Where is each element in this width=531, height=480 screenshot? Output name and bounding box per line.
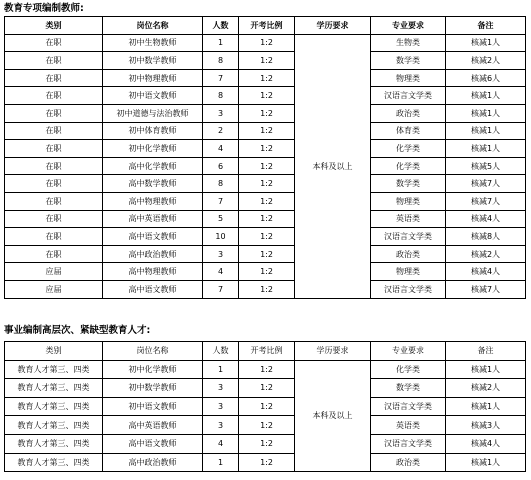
table-row (5, 157, 526, 175)
cell-major: 数学类 (371, 52, 446, 70)
header-ratio: 开考比例 (239, 17, 295, 35)
cell-category: 在职 (5, 104, 103, 122)
cell-major: 政治类 (371, 245, 446, 263)
cell-ratio: 1:2 (239, 140, 295, 158)
cell-position: 初中生物教师 (103, 34, 203, 52)
cell-major: 政治类 (371, 104, 446, 122)
header-major: 专业要求 (371, 342, 446, 361)
cell-ratio: 1:2 (239, 122, 295, 140)
cell-category: 应届 (5, 263, 103, 281)
section1-title: 教育专项编制教师: (4, 3, 84, 14)
cell-ratio: 1:2 (239, 69, 295, 87)
cell-remark: 核减4人 (446, 434, 526, 453)
table-row (5, 360, 526, 379)
cell-major: 化学类 (371, 360, 446, 379)
cell-remark: 核减1人 (446, 34, 526, 52)
cell-count: 7 (203, 192, 239, 210)
cell-count: 2 (203, 122, 239, 140)
cell-ratio: 1:2 (239, 192, 295, 210)
header-remark: 备注 (446, 342, 526, 361)
cell-position: 初中物理教师 (103, 69, 203, 87)
talent-positions-table (4, 341, 526, 472)
cell-count: 8 (203, 175, 239, 193)
cell-remark: 核减7人 (446, 175, 526, 193)
header-ratio: 开考比例 (239, 342, 295, 361)
cell-count: 5 (203, 210, 239, 228)
cell-ratio: 1:2 (239, 263, 295, 281)
cell-major: 政治类 (371, 453, 446, 472)
cell-category: 在职 (5, 175, 103, 193)
header-education: 学历要求 (295, 17, 371, 35)
table-row (5, 69, 526, 87)
cell-count: 8 (203, 87, 239, 105)
cell-position: 初中化学教师 (103, 360, 203, 379)
cell-category: 教育人才第三、四类 (5, 416, 103, 435)
cell-remark: 核减8人 (446, 228, 526, 246)
cell-remark: 核减5人 (446, 157, 526, 175)
table-row (5, 122, 526, 140)
cell-ratio: 1:2 (239, 104, 295, 122)
cell-education: 本科及以上 (295, 34, 371, 298)
table-header-row (5, 342, 526, 361)
cell-category: 在职 (5, 192, 103, 210)
header-major: 专业要求 (371, 17, 446, 35)
cell-count: 3 (203, 104, 239, 122)
cell-category: 在职 (5, 122, 103, 140)
cell-category: 在职 (5, 245, 103, 263)
cell-ratio: 1:2 (239, 360, 295, 379)
cell-position: 高中语文教师 (103, 280, 203, 298)
header-count: 人数 (203, 342, 239, 361)
cell-remark: 核减3人 (446, 416, 526, 435)
cell-major: 物理类 (371, 263, 446, 281)
header-remark: 备注 (446, 17, 526, 35)
cell-category: 教育人才第三、四类 (5, 360, 103, 379)
cell-ratio: 1:2 (239, 416, 295, 435)
cell-ratio: 1:2 (239, 453, 295, 472)
cell-count: 7 (203, 280, 239, 298)
cell-count: 8 (203, 52, 239, 70)
cell-ratio: 1:2 (239, 157, 295, 175)
cell-position: 初中数学教师 (103, 52, 203, 70)
cell-position: 高中语文教师 (103, 434, 203, 453)
cell-count: 7 (203, 69, 239, 87)
cell-major: 生物类 (371, 34, 446, 52)
table-row (5, 434, 526, 453)
cell-remark: 核减2人 (446, 379, 526, 398)
table-row (5, 379, 526, 398)
cell-remark: 核减1人 (446, 87, 526, 105)
cell-remark: 核减7人 (446, 192, 526, 210)
cell-category: 在职 (5, 34, 103, 52)
table-row (5, 228, 526, 246)
table-header-row (5, 17, 526, 35)
teacher-positions-table (4, 16, 526, 299)
cell-remark: 核减4人 (446, 263, 526, 281)
cell-ratio: 1:2 (239, 434, 295, 453)
cell-major: 汉语言文学类 (371, 280, 446, 298)
cell-count: 4 (203, 434, 239, 453)
cell-category: 教育人才第三、四类 (5, 379, 103, 398)
header-category: 类别 (5, 17, 103, 35)
table-row (5, 397, 526, 416)
table-row (5, 210, 526, 228)
cell-count: 1 (203, 34, 239, 52)
cell-major: 物理类 (371, 69, 446, 87)
cell-count: 3 (203, 416, 239, 435)
cell-position: 高中物理教师 (103, 192, 203, 210)
cell-major: 化学类 (371, 140, 446, 158)
table-row (5, 453, 526, 472)
cell-major: 汉语言文学类 (371, 434, 446, 453)
cell-category: 在职 (5, 210, 103, 228)
cell-position: 高中政治教师 (103, 453, 203, 472)
table-row (5, 263, 526, 281)
table-row (5, 416, 526, 435)
cell-count: 10 (203, 228, 239, 246)
cell-position: 高中政治教师 (103, 245, 203, 263)
cell-major: 汉语言文学类 (371, 87, 446, 105)
cell-ratio: 1:2 (239, 87, 295, 105)
cell-count: 3 (203, 397, 239, 416)
cell-category: 在职 (5, 140, 103, 158)
cell-count: 4 (203, 140, 239, 158)
cell-position: 初中体育教师 (103, 122, 203, 140)
cell-remark: 核减1人 (446, 397, 526, 416)
cell-remark: 核减7人 (446, 280, 526, 298)
table-row (5, 52, 526, 70)
table-row (5, 87, 526, 105)
cell-position: 初中数学教师 (103, 379, 203, 398)
header-education: 学历要求 (295, 342, 371, 361)
cell-position: 高中数学教师 (103, 175, 203, 193)
cell-position: 初中语文教师 (103, 397, 203, 416)
cell-position: 初中语文教师 (103, 87, 203, 105)
cell-category: 教育人才第三、四类 (5, 397, 103, 416)
table-row (5, 104, 526, 122)
cell-major: 数学类 (371, 175, 446, 193)
cell-remark: 核减2人 (446, 245, 526, 263)
cell-category: 教育人才第三、四类 (5, 434, 103, 453)
cell-ratio: 1:2 (239, 52, 295, 70)
cell-category: 在职 (5, 52, 103, 70)
cell-position: 高中化学教师 (103, 157, 203, 175)
cell-ratio: 1:2 (239, 210, 295, 228)
table-row (5, 192, 526, 210)
cell-ratio: 1:2 (239, 34, 295, 52)
cell-position: 初中道德与法治教师 (103, 104, 203, 122)
cell-education: 本科及以上 (295, 360, 371, 472)
cell-ratio: 1:2 (239, 175, 295, 193)
cell-count: 1 (203, 360, 239, 379)
header-count: 人数 (203, 17, 239, 35)
table-row (5, 34, 526, 52)
table-row (5, 175, 526, 193)
cell-count: 3 (203, 245, 239, 263)
cell-remark: 核减1人 (446, 122, 526, 140)
cell-ratio: 1:2 (239, 397, 295, 416)
header-category: 类别 (5, 342, 103, 361)
cell-count: 6 (203, 157, 239, 175)
cell-major: 英语类 (371, 210, 446, 228)
header-position: 岗位名称 (103, 17, 203, 35)
cell-ratio: 1:2 (239, 228, 295, 246)
cell-major: 体育类 (371, 122, 446, 140)
table-row (5, 280, 526, 298)
cell-remark: 核减2人 (446, 52, 526, 70)
cell-major: 化学类 (371, 157, 446, 175)
cell-position: 高中英语教师 (103, 210, 203, 228)
table-row (5, 245, 526, 263)
cell-major: 英语类 (371, 416, 446, 435)
cell-major: 汉语言文学类 (371, 397, 446, 416)
cell-major: 数学类 (371, 379, 446, 398)
cell-category: 应届 (5, 280, 103, 298)
cell-remark: 核减1人 (446, 453, 526, 472)
cell-remark: 核减1人 (446, 104, 526, 122)
cell-position: 初中化学教师 (103, 140, 203, 158)
cell-remark: 核减1人 (446, 360, 526, 379)
cell-remark: 核减4人 (446, 210, 526, 228)
cell-category: 教育人才第三、四类 (5, 453, 103, 472)
cell-position: 高中语文教师 (103, 228, 203, 246)
cell-ratio: 1:2 (239, 280, 295, 298)
cell-category: 在职 (5, 228, 103, 246)
cell-remark: 核减1人 (446, 140, 526, 158)
cell-major: 汉语言文学类 (371, 228, 446, 246)
cell-ratio: 1:2 (239, 245, 295, 263)
section2-title: 事业编制高层次、紧缺型教育人才: (4, 325, 151, 336)
cell-count: 3 (203, 379, 239, 398)
table-row (5, 140, 526, 158)
cell-category: 在职 (5, 157, 103, 175)
cell-count: 4 (203, 263, 239, 281)
cell-major: 物理类 (371, 192, 446, 210)
cell-position: 高中物理教师 (103, 263, 203, 281)
cell-remark: 核减6人 (446, 69, 526, 87)
cell-position: 高中英语教师 (103, 416, 203, 435)
header-position: 岗位名称 (103, 342, 203, 361)
cell-count: 1 (203, 453, 239, 472)
cell-ratio: 1:2 (239, 379, 295, 398)
cell-category: 在职 (5, 69, 103, 87)
cell-category: 在职 (5, 87, 103, 105)
